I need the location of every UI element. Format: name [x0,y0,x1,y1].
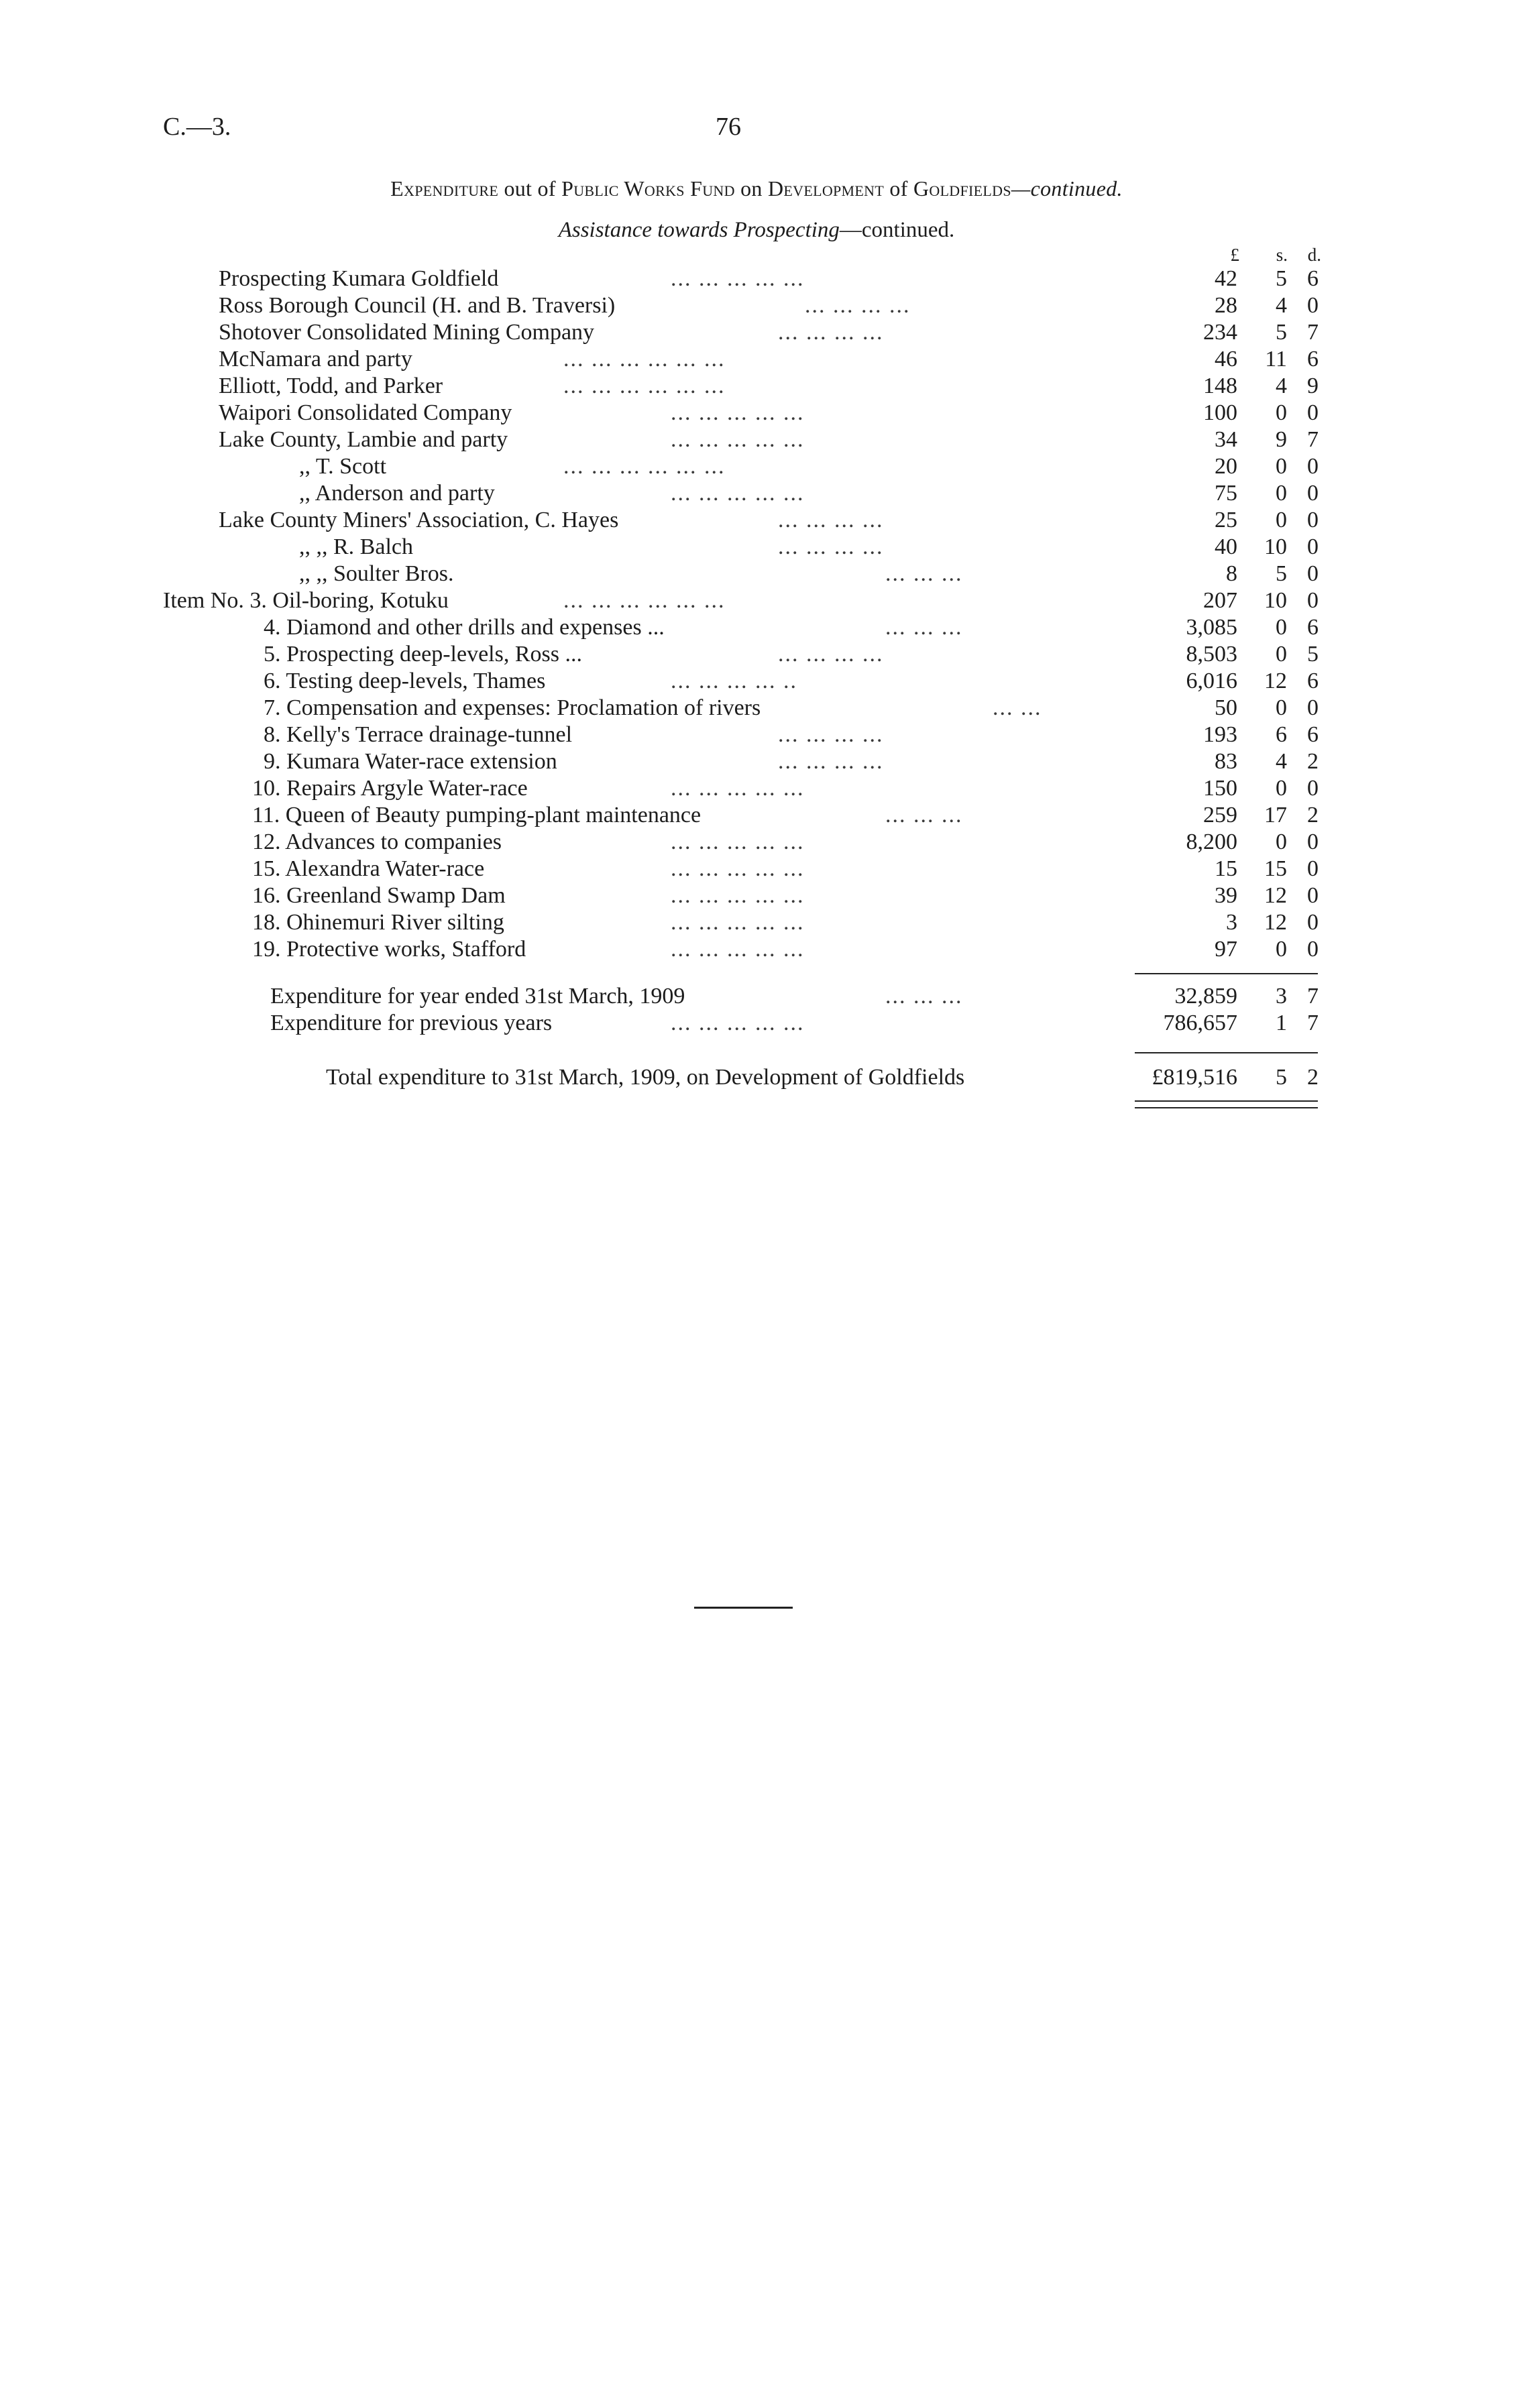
row-label: 9. Kumara Water-race extension [264,749,557,774]
row-leader-dots: ... ... ... [885,615,963,640]
table-row [0,641,1513,668]
row-pounds: 234 [1203,320,1237,345]
table-row [0,856,1513,882]
row-shillings: 0 [1276,508,1287,532]
row-shillings: 0 [1276,454,1287,479]
row-label: 19. Protective works, Stafford [252,937,526,962]
row-pounds: 25 [1215,508,1237,532]
row-pence: 6 [1307,347,1319,371]
row-pounds: 28 [1215,293,1237,318]
row-pounds: 75 [1215,481,1237,506]
row-leader-dots: ... ... ... ... [778,642,884,667]
column-header-shillings: s. [1276,245,1288,265]
summary-row-total [0,1064,1513,1091]
row-shillings: 0 [1276,615,1287,640]
table-row [0,695,1513,722]
row-leader-dots: ... ... ... ... ... ... [563,347,726,371]
row-leader-dots: ... ... ... ... ... [671,266,805,291]
row-shillings: 5 [1276,320,1287,345]
row-pence: 0 [1307,508,1319,532]
row-pounds: 148 [1203,374,1237,398]
row-shillings: 11 [1265,347,1287,371]
row-pence: 7 [1307,427,1319,452]
row-leader-dots: ... ... ... [885,984,963,1009]
page-number: 76 [716,113,741,141]
row-leader-dots: ... ... ... ... [778,749,884,774]
row-leader-dots: ... ... ... ... ... [671,937,805,962]
row-shillings: 10 [1264,534,1287,559]
row-label: 15. Alexandra Water-race [252,856,485,881]
row-pounds: 8,200 [1186,829,1237,854]
summary-total-pence: 2 [1307,1065,1319,1090]
table-row [0,614,1513,641]
summary-previous-pounds: 786,657 [1163,1011,1237,1035]
title-word: Public Works Fund [561,176,735,200]
title-word: on [740,176,763,200]
row-leader-dots: ... ... [993,695,1042,720]
row-label: ,, T. Scott [299,454,387,479]
row-pence: 0 [1307,937,1319,962]
row-leader-dots: ... ... ... ... [778,534,884,559]
row-label: 7. Compensation and expenses: Proclamation of rivers [264,695,761,720]
table-row [0,882,1513,909]
subtitle-rest: —continued. [839,218,955,242]
row-leader-dots: ... ... ... ... ... [671,776,805,801]
row-pounds: 40 [1215,534,1237,559]
row-pounds: 8 [1226,561,1237,586]
row-leader-dots: ... ... ... ... ... ... [563,588,726,613]
row-leader-dots: ... ... ... ... ... [671,481,805,506]
row-label: Shotover Consolidated Mining Company [219,320,595,345]
row-pounds: 3,085 [1186,615,1237,640]
row-shillings: 4 [1276,374,1287,398]
row-label: 10. Repairs Argyle Water-race [252,776,528,801]
summary-year-pounds: 32,859 [1174,984,1237,1009]
row-leader-dots: ... ... ... ... [778,722,884,747]
summary-year-pence: 7 [1307,984,1319,1009]
row-shillings: 6 [1276,722,1287,747]
row-label: ,, ,, R. Balch [299,534,413,559]
summary-previous-label: Expenditure for previous years [270,1011,553,1035]
row-shillings: 4 [1276,293,1287,318]
table-row [0,534,1513,561]
row-pounds: 193 [1203,722,1237,747]
summary-row-year [0,983,1513,1010]
row-pence: 0 [1307,910,1319,935]
column-header-pounds: £ [1230,245,1239,265]
table-row [0,453,1513,480]
table-row [0,775,1513,802]
row-pence: 0 [1307,829,1319,854]
row-shillings: 17 [1264,803,1287,827]
row-label: 4. Diamond and other drills and expenses ... [264,615,665,640]
title-word: Development [768,176,885,200]
row-pence: 6 [1307,266,1319,291]
table-row [0,936,1513,963]
row-shillings: 0 [1276,829,1287,854]
table-row [0,266,1513,292]
table-row [0,909,1513,936]
row-pounds: 83 [1215,749,1237,774]
row-shillings: 15 [1264,856,1287,881]
row-shillings: 0 [1276,776,1287,801]
row-pounds: 46 [1215,347,1237,371]
row-label: Elliott, Todd, and Parker [219,374,443,398]
row-pounds: 207 [1203,588,1237,613]
row-pence: 0 [1307,400,1319,425]
row-shillings: 0 [1276,400,1287,425]
row-leader-dots: ... ... ... [885,803,963,827]
end-of-section-rule [694,1607,793,1609]
table-row [0,346,1513,373]
table-row [0,480,1513,507]
table-row [0,748,1513,775]
table-row [0,722,1513,748]
summary-previous-shillings: 1 [1276,1011,1287,1035]
summary-total-pounds: £819,516 [1152,1065,1237,1090]
row-label: 6. Testing deep-levels, Thames [264,669,546,693]
row-pence: 0 [1307,454,1319,479]
total-double-rule [1135,1100,1318,1102]
row-pence: 2 [1307,803,1319,827]
total-top-rule [1135,1052,1318,1053]
title-word: out of [504,176,556,200]
table-row [0,587,1513,614]
row-pounds: 39 [1215,883,1237,908]
row-pence: 0 [1307,588,1319,613]
row-label: Lake County, Lambie and party [219,427,508,452]
title-word: of [889,176,908,200]
row-label: 18. Ohinemuri River silting [252,910,504,935]
row-leader-dots: ... ... ... ... ... ... [563,374,726,398]
subtitle-italic: Assistance towards Prospecting [558,218,840,242]
summary-row-previous [0,1010,1513,1037]
table-row [0,292,1513,319]
row-pence: 7 [1307,320,1319,345]
summary-total-shillings: 5 [1276,1065,1287,1090]
row-pounds: 34 [1215,427,1237,452]
row-pence: 0 [1307,695,1319,720]
row-leader-dots: ... ... ... ... [778,508,884,532]
row-pounds: 3 [1226,910,1237,935]
row-pence: 0 [1307,481,1319,506]
row-pounds: 100 [1203,400,1237,425]
row-pence: 5 [1307,642,1319,667]
row-leader-dots: ... ... ... ... .. [671,669,797,693]
row-label: 5. Prospecting deep-levels, Ross ... [264,642,582,667]
row-shillings: 0 [1276,937,1287,962]
row-shillings: 5 [1276,561,1287,586]
row-leader-dots: ... ... ... ... ... [671,1011,805,1035]
row-leader-dots: ... ... ... ... ... [671,883,805,908]
row-shillings: 5 [1276,266,1287,291]
row-leader-dots: ... ... ... ... ... [671,829,805,854]
row-label: Waipori Consolidated Company [219,400,512,425]
row-shillings: 12 [1264,669,1287,693]
row-pence: 2 [1307,749,1319,774]
row-leader-dots: ... ... ... ... [805,293,911,318]
table-row [0,507,1513,534]
row-pounds: 8,503 [1186,642,1237,667]
row-pounds: 97 [1215,937,1237,962]
row-pence: 6 [1307,722,1319,747]
row-pence: 0 [1307,534,1319,559]
row-label: Ross Borough Council (H. and B. Traversi) [219,293,616,318]
row-pounds: 15 [1215,856,1237,881]
row-pence: 0 [1307,883,1319,908]
row-label: McNamara and party [219,347,412,371]
row-label: Lake County Miners' Association, C. Hayes [219,508,619,532]
row-shillings: 0 [1276,481,1287,506]
row-leader-dots: ... ... ... ... ... [671,856,805,881]
table-row [0,319,1513,346]
table-row [0,373,1513,400]
row-leader-dots: ... ... ... [885,561,963,586]
row-label: ,, ,, Soulter Bros. [299,561,454,586]
title-word: Goldfields [913,176,1011,200]
row-leader-dots: ... ... ... ... ... [671,400,805,425]
row-label: Prospecting Kumara Goldfield [219,266,499,291]
table-row [0,426,1513,453]
row-pence: 6 [1307,615,1319,640]
table-row [0,802,1513,829]
row-shillings: 12 [1264,883,1287,908]
row-shillings: 10 [1264,588,1287,613]
row-pounds: 259 [1203,803,1237,827]
row-shillings: 0 [1276,642,1287,667]
row-shillings: 12 [1264,910,1287,935]
subtotal-rule [1135,973,1318,974]
row-label: ,, Anderson and party [299,481,495,506]
row-shillings: 0 [1276,695,1287,720]
row-pence: 6 [1307,669,1319,693]
row-shillings: 4 [1276,749,1287,774]
row-pence: 0 [1307,561,1319,586]
row-shillings: 9 [1276,427,1287,452]
table-row [0,561,1513,587]
table-row [0,829,1513,856]
row-pence: 0 [1307,856,1319,881]
summary-year-shillings: 3 [1276,984,1287,1009]
document-code: C.—3. [163,113,231,141]
row-label: 8. Kelly's Terrace drainage-tunnel [264,722,573,747]
row-label: 12. Advances to companies [252,829,502,854]
row-pence: 0 [1307,776,1319,801]
summary-previous-pence: 7 [1307,1011,1319,1035]
total-double-rule [1135,1107,1318,1108]
row-leader-dots: ... ... ... ... [778,320,884,345]
row-label: 16. Greenland Swamp Dam [252,883,506,908]
summary-total-label: Total expenditure to 31st March, 1909, on Development of Goldfields [326,1065,965,1090]
row-pounds: 50 [1215,695,1237,720]
row-pence: 9 [1307,374,1319,398]
title-word: Expenditure [390,176,499,200]
row-pounds: 20 [1215,454,1237,479]
row-pounds: 6,016 [1186,669,1237,693]
row-pounds: 42 [1215,266,1237,291]
row-label: Item No. 3. Oil-boring, Kotuku [163,588,449,613]
column-header-pence: d. [1307,245,1321,265]
table-row [0,668,1513,695]
summary-year-label: Expenditure for year ended 31st March, 1909 [270,984,685,1009]
row-label: 11. Queen of Beauty pumping-plant maintenance [252,803,702,827]
title-continued: —continued. [1011,176,1123,200]
page-title [0,176,1513,201]
section-subtitle [0,218,1513,243]
row-leader-dots: ... ... ... ... ... [671,427,805,452]
row-pounds: 150 [1203,776,1237,801]
row-pence: 0 [1307,293,1319,318]
row-leader-dots: ... ... ... ... ... [671,910,805,935]
table-row [0,400,1513,426]
row-leader-dots: ... ... ... ... ... ... [563,454,726,479]
